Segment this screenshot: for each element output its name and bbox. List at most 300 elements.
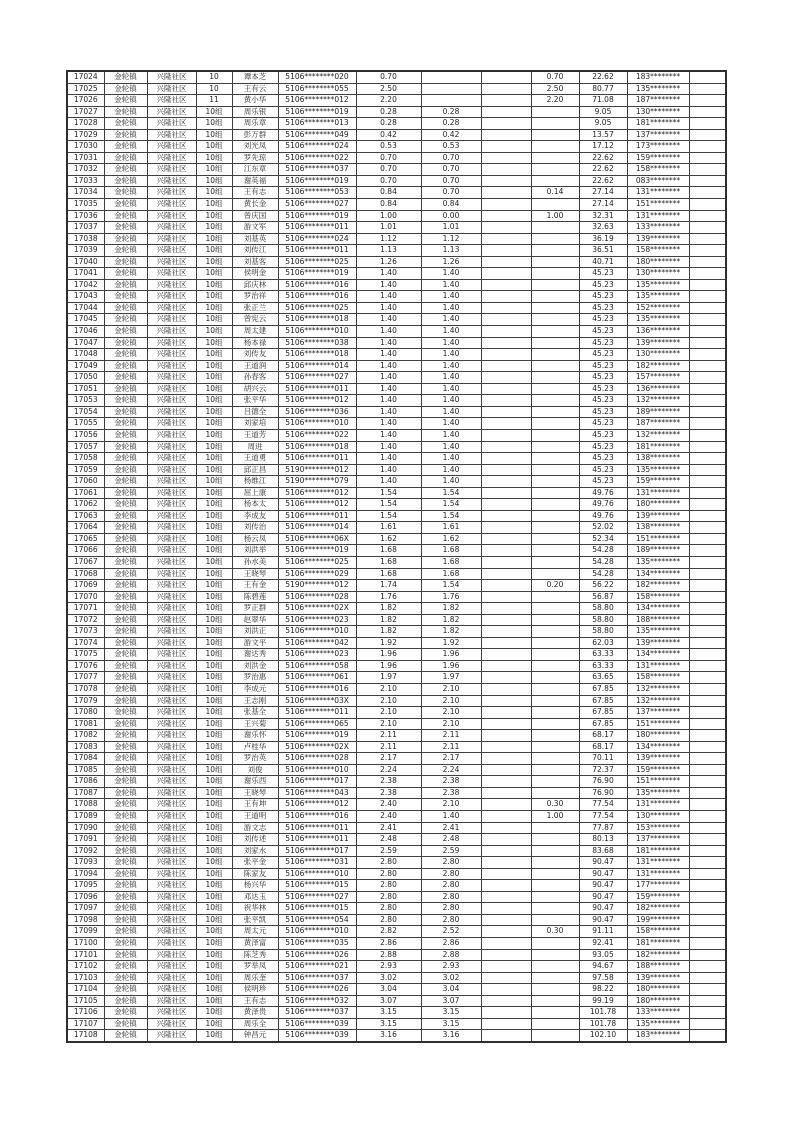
- serial-number-cell: 17108: [67, 1030, 104, 1042]
- area-other-cell: [531, 938, 579, 950]
- community-cell: 兴隆社区: [147, 418, 196, 430]
- area-total-cell: 1.40: [356, 302, 421, 314]
- serial-number-cell: 17038: [67, 233, 104, 245]
- community-cell: 兴隆社区: [147, 372, 196, 384]
- community-cell: 兴隆社区: [147, 175, 196, 187]
- group-cell: 10组: [196, 649, 232, 661]
- phone-number-cell: 180********: [627, 995, 689, 1007]
- id-number-cell: 5190********079: [278, 476, 356, 488]
- area-total-cell: 1.74: [356, 580, 421, 592]
- group-cell: 10组: [196, 106, 232, 118]
- serial-number-cell: 17065: [67, 533, 104, 545]
- remark-column-cell: [689, 245, 726, 257]
- remark-column-cell: [689, 972, 726, 984]
- phone-number-cell: 131********: [627, 187, 689, 199]
- table-row: [67, 914, 726, 926]
- amount-cell: 17.12: [579, 141, 627, 153]
- area-confirmed-cell: 1.40: [421, 372, 481, 384]
- blank-column-cell: [481, 949, 531, 961]
- area-total-cell: 3.04: [356, 984, 421, 996]
- phone-number-cell: 157********: [627, 372, 689, 384]
- blank-column-cell: [481, 995, 531, 1007]
- person-name-cell: 刘洪举: [232, 545, 278, 557]
- remark-column-cell: [689, 406, 726, 418]
- blank-column-cell: [481, 141, 531, 153]
- community-cell: 兴隆社区: [147, 845, 196, 857]
- phone-number-cell: 135********: [627, 556, 689, 568]
- serial-number-cell: 17070: [67, 591, 104, 603]
- amount-cell: 27.14: [579, 187, 627, 199]
- area-total-cell: 0.84: [356, 187, 421, 199]
- person-name-cell: 陈碧莲: [232, 591, 278, 603]
- area-confirmed-cell: 1.68: [421, 556, 481, 568]
- community-cell: 兴隆社区: [147, 568, 196, 580]
- blank-column-cell: [481, 603, 531, 615]
- area-confirmed-cell: 1.68: [421, 568, 481, 580]
- area-confirmed-cell: 2.10: [421, 799, 481, 811]
- community-cell: 兴隆社区: [147, 938, 196, 950]
- phone-number-cell: 173********: [627, 141, 689, 153]
- area-total-cell: 1.12: [356, 233, 421, 245]
- phone-number-cell: 138********: [627, 522, 689, 534]
- serial-number-cell: 17024: [67, 71, 104, 83]
- area-other-cell: 0.14: [531, 187, 579, 199]
- id-number-cell: 5106********019: [278, 545, 356, 557]
- blank-column-cell: [481, 580, 531, 592]
- community-cell: 兴隆社区: [147, 984, 196, 996]
- community-cell: 兴隆社区: [147, 429, 196, 441]
- amount-cell: 77.87: [579, 822, 627, 834]
- area-other-cell: [531, 961, 579, 973]
- id-number-cell: 5106********023: [278, 614, 356, 626]
- id-number-cell: 5106********010: [278, 418, 356, 430]
- amount-cell: 56.87: [579, 591, 627, 603]
- table-row: [67, 1018, 726, 1030]
- amount-cell: 36.19: [579, 233, 627, 245]
- town-cell: 金轮镇: [104, 337, 147, 349]
- area-total-cell: 2.80: [356, 868, 421, 880]
- group-cell: 10组: [196, 533, 232, 545]
- id-number-cell: 5106********043: [278, 787, 356, 799]
- community-cell: 兴隆社区: [147, 395, 196, 407]
- amount-cell: 90.47: [579, 868, 627, 880]
- remark-column-cell: [689, 926, 726, 938]
- town-cell: 金轮镇: [104, 372, 147, 384]
- table-row: [67, 487, 726, 499]
- community-cell: 兴隆社区: [147, 591, 196, 603]
- table-row: [67, 626, 726, 638]
- community-cell: 兴隆社区: [147, 199, 196, 211]
- area-confirmed-cell: 3.07: [421, 995, 481, 1007]
- area-total-cell: 0.53: [356, 141, 421, 153]
- amount-cell: 22.62: [579, 175, 627, 187]
- table-row: [67, 972, 726, 984]
- community-cell: 兴隆社区: [147, 903, 196, 915]
- area-total-cell: 1.40: [356, 464, 421, 476]
- table-row: [67, 695, 726, 707]
- area-other-cell: [531, 834, 579, 846]
- community-cell: 兴隆社区: [147, 961, 196, 973]
- amount-cell: 102.10: [579, 1030, 627, 1042]
- id-number-cell: 5106********018: [278, 441, 356, 453]
- person-name-cell: 卢桂华: [232, 741, 278, 753]
- town-cell: 金轮镇: [104, 776, 147, 788]
- area-total-cell: 1.54: [356, 510, 421, 522]
- town-cell: 金轮镇: [104, 406, 147, 418]
- amount-cell: 93.05: [579, 949, 627, 961]
- remark-column-cell: [689, 787, 726, 799]
- area-total-cell: 3.07: [356, 995, 421, 1007]
- area-other-cell: [531, 141, 579, 153]
- person-name-cell: 周乐银: [232, 106, 278, 118]
- remark-column-cell: [689, 291, 726, 303]
- group-cell: 10组: [196, 418, 232, 430]
- blank-column-cell: [481, 730, 531, 742]
- serial-number-cell: 17101: [67, 949, 104, 961]
- table-row: [67, 164, 726, 176]
- amount-cell: 101.78: [579, 1018, 627, 1030]
- blank-column-cell: [481, 510, 531, 522]
- amount-cell: 54.28: [579, 568, 627, 580]
- remark-column-cell: [689, 522, 726, 534]
- blank-column-cell: [481, 337, 531, 349]
- blank-column-cell: [481, 326, 531, 338]
- remark-column-cell: [689, 141, 726, 153]
- area-confirmed-cell: 1.40: [421, 302, 481, 314]
- area-other-cell: [531, 914, 579, 926]
- person-name-cell: 张平凯: [232, 914, 278, 926]
- area-confirmed-cell: 2.38: [421, 787, 481, 799]
- phone-number-cell: 188********: [627, 961, 689, 973]
- blank-column-cell: [481, 464, 531, 476]
- id-number-cell: 5106********010: [278, 326, 356, 338]
- area-confirmed-cell: 2.86: [421, 938, 481, 950]
- table-row: [67, 903, 726, 915]
- town-cell: 金轮镇: [104, 395, 147, 407]
- serial-number-cell: 17054: [67, 406, 104, 418]
- id-number-cell: 5106********06X: [278, 533, 356, 545]
- area-confirmed-cell: 2.10: [421, 683, 481, 695]
- blank-column-cell: [481, 175, 531, 187]
- remark-column-cell: [689, 891, 726, 903]
- person-name-cell: 黄泽富: [232, 938, 278, 950]
- phone-number-cell: 133********: [627, 222, 689, 234]
- id-number-cell: 5106********010: [278, 626, 356, 638]
- person-name-cell: 刘俊: [232, 764, 278, 776]
- phone-number-cell: 189********: [627, 545, 689, 557]
- area-total-cell: 0.70: [356, 152, 421, 164]
- area-total-cell: 1.40: [356, 406, 421, 418]
- area-total-cell: 2.38: [356, 787, 421, 799]
- serial-number-cell: 17088: [67, 799, 104, 811]
- area-confirmed-cell: 1.26: [421, 256, 481, 268]
- area-other-cell: [531, 1018, 579, 1030]
- area-other-cell: [531, 695, 579, 707]
- blank-column-cell: [481, 811, 531, 823]
- area-other-cell: [531, 949, 579, 961]
- blank-column-cell: [481, 395, 531, 407]
- amount-cell: 45.23: [579, 464, 627, 476]
- group-cell: 10组: [196, 741, 232, 753]
- group-cell: 10组: [196, 672, 232, 684]
- town-cell: 金轮镇: [104, 314, 147, 326]
- group-cell: 10组: [196, 487, 232, 499]
- town-cell: 金轮镇: [104, 568, 147, 580]
- id-number-cell: 5106********021: [278, 961, 356, 973]
- blank-column-cell: [481, 129, 531, 141]
- town-cell: 金轮镇: [104, 614, 147, 626]
- blank-column-cell: [481, 903, 531, 915]
- community-cell: 兴隆社区: [147, 868, 196, 880]
- area-confirmed-cell: 1.40: [421, 453, 481, 465]
- blank-column-cell: [481, 787, 531, 799]
- phone-number-cell: 135********: [627, 464, 689, 476]
- group-cell: 10组: [196, 556, 232, 568]
- person-name-cell: 黄小华: [232, 95, 278, 107]
- community-cell: 兴隆社区: [147, 245, 196, 257]
- blank-column-cell: [481, 822, 531, 834]
- id-number-cell: 5106********02X: [278, 741, 356, 753]
- person-name-cell: 李成元: [232, 683, 278, 695]
- amount-cell: 45.23: [579, 349, 627, 361]
- community-cell: 兴隆社区: [147, 834, 196, 846]
- community-cell: 兴隆社区: [147, 580, 196, 592]
- person-name-cell: 黄泽贵: [232, 1007, 278, 1019]
- amount-cell: 36.51: [579, 245, 627, 257]
- community-cell: 兴隆社区: [147, 603, 196, 615]
- blank-column-cell: [481, 926, 531, 938]
- serial-number-cell: 17078: [67, 683, 104, 695]
- group-cell: 10组: [196, 337, 232, 349]
- community-cell: 兴隆社区: [147, 383, 196, 395]
- phone-number-cell: 139********: [627, 753, 689, 765]
- town-cell: 金轮镇: [104, 441, 147, 453]
- area-confirmed-cell: 1.97: [421, 672, 481, 684]
- serial-number-cell: 17086: [67, 776, 104, 788]
- area-confirmed-cell: 1.01: [421, 222, 481, 234]
- community-cell: 兴隆社区: [147, 349, 196, 361]
- table-row: [67, 660, 726, 672]
- amount-cell: 63.33: [579, 649, 627, 661]
- id-number-cell: 5106********018: [278, 349, 356, 361]
- remark-column-cell: [689, 314, 726, 326]
- remark-column-cell: [689, 187, 726, 199]
- community-cell: 兴隆社区: [147, 730, 196, 742]
- table-row: [67, 476, 726, 488]
- group-cell: 10组: [196, 510, 232, 522]
- person-name-cell: 刘家水: [232, 845, 278, 857]
- table-row: [67, 83, 726, 95]
- area-confirmed-cell: 1.40: [421, 406, 481, 418]
- id-number-cell: 5106********026: [278, 984, 356, 996]
- area-total-cell: 1.40: [356, 291, 421, 303]
- phone-number-cell: 189********: [627, 406, 689, 418]
- id-number-cell: 5106********016: [278, 279, 356, 291]
- town-cell: 金轮镇: [104, 891, 147, 903]
- id-number-cell: 5106********017: [278, 845, 356, 857]
- remark-column-cell: [689, 753, 726, 765]
- blank-column-cell: [481, 222, 531, 234]
- amount-cell: 45.23: [579, 383, 627, 395]
- blank-column-cell: [481, 591, 531, 603]
- blank-column-cell: [481, 383, 531, 395]
- group-cell: 10组: [196, 914, 232, 926]
- area-total-cell: 0.42: [356, 129, 421, 141]
- remark-column-cell: [689, 568, 726, 580]
- area-total-cell: 1.54: [356, 499, 421, 511]
- serial-number-cell: 17059: [67, 464, 104, 476]
- person-name-cell: 孙春客: [232, 372, 278, 384]
- table-row: [67, 949, 726, 961]
- id-number-cell: 5106********011: [278, 510, 356, 522]
- amount-cell: 63.33: [579, 660, 627, 672]
- remark-column-cell: [689, 233, 726, 245]
- area-total-cell: 2.80: [356, 880, 421, 892]
- community-cell: 兴隆社区: [147, 314, 196, 326]
- group-cell: 10组: [196, 314, 232, 326]
- town-cell: 金轮镇: [104, 753, 147, 765]
- area-confirmed-cell: 0.70: [421, 175, 481, 187]
- serial-number-cell: 17103: [67, 972, 104, 984]
- id-number-cell: 5106********020: [278, 71, 356, 83]
- id-number-cell: 5106********037: [278, 972, 356, 984]
- blank-column-cell: [481, 776, 531, 788]
- area-confirmed-cell: 1.82: [421, 603, 481, 615]
- phone-number-cell: 134********: [627, 568, 689, 580]
- serial-number-cell: 17105: [67, 995, 104, 1007]
- serial-number-cell: 17098: [67, 914, 104, 926]
- group-cell: 10组: [196, 441, 232, 453]
- phone-number-cell: 180********: [627, 984, 689, 996]
- person-name-cell: 李成友: [232, 510, 278, 522]
- town-cell: 金轮镇: [104, 984, 147, 996]
- table-row: [67, 787, 726, 799]
- area-total-cell: 2.80: [356, 891, 421, 903]
- amount-cell: 68.17: [579, 741, 627, 753]
- amount-cell: 54.28: [579, 556, 627, 568]
- area-other-cell: [531, 441, 579, 453]
- table-row: [67, 811, 726, 823]
- id-number-cell: 5106********028: [278, 753, 356, 765]
- group-cell: 10组: [196, 845, 232, 857]
- id-number-cell: 5106********055: [278, 83, 356, 95]
- area-confirmed-cell: 0.42: [421, 129, 481, 141]
- amount-cell: 49.76: [579, 487, 627, 499]
- remark-column-cell: [689, 118, 726, 130]
- area-other-cell: [531, 568, 579, 580]
- id-number-cell: 5106********013: [278, 118, 356, 130]
- group-cell: 10组: [196, 199, 232, 211]
- area-total-cell: 1.92: [356, 637, 421, 649]
- amount-cell: 94.67: [579, 961, 627, 973]
- area-other-cell: [531, 418, 579, 430]
- remark-column-cell: [689, 71, 726, 83]
- group-cell: 10组: [196, 614, 232, 626]
- amount-cell: 80.77: [579, 83, 627, 95]
- remark-column-cell: [689, 672, 726, 684]
- serial-number-cell: 17072: [67, 614, 104, 626]
- person-name-cell: 曾庆国: [232, 210, 278, 222]
- area-other-cell: [531, 1007, 579, 1019]
- town-cell: 金轮镇: [104, 822, 147, 834]
- phone-number-cell: 132********: [627, 395, 689, 407]
- area-confirmed-cell: 2.80: [421, 880, 481, 892]
- community-cell: 兴隆社区: [147, 1018, 196, 1030]
- serial-number-cell: 17040: [67, 256, 104, 268]
- blank-column-cell: [481, 753, 531, 765]
- group-cell: 10组: [196, 118, 232, 130]
- town-cell: 金轮镇: [104, 683, 147, 695]
- community-cell: 兴隆社区: [147, 464, 196, 476]
- group-cell: 10组: [196, 499, 232, 511]
- phone-number-cell: 158********: [627, 591, 689, 603]
- amount-cell: 49.76: [579, 499, 627, 511]
- area-total-cell: 0.70: [356, 164, 421, 176]
- town-cell: 金轮镇: [104, 672, 147, 684]
- serial-number-cell: 17041: [67, 268, 104, 280]
- phone-number-cell: 134********: [627, 603, 689, 615]
- serial-number-cell: 17025: [67, 83, 104, 95]
- group-cell: 10组: [196, 152, 232, 164]
- person-name-cell: 游文平: [232, 637, 278, 649]
- serial-number-cell: 17028: [67, 118, 104, 130]
- area-total-cell: 1.82: [356, 626, 421, 638]
- phone-number-cell: 131********: [627, 210, 689, 222]
- table-row: [67, 429, 726, 441]
- table-row: [67, 337, 726, 349]
- remark-column-cell: [689, 268, 726, 280]
- area-confirmed-cell: 1.40: [421, 418, 481, 430]
- area-total-cell: 1.97: [356, 672, 421, 684]
- id-number-cell: 5106********03X: [278, 695, 356, 707]
- community-cell: 兴隆社区: [147, 406, 196, 418]
- phone-number-cell: 153********: [627, 822, 689, 834]
- remark-column-cell: [689, 175, 726, 187]
- table-row: [67, 406, 726, 418]
- id-number-cell: 5106********031: [278, 857, 356, 869]
- community-cell: 兴隆社区: [147, 510, 196, 522]
- town-cell: 金轮镇: [104, 118, 147, 130]
- amount-cell: 13.57: [579, 129, 627, 141]
- person-name-cell: 谢英福: [232, 175, 278, 187]
- town-cell: 金轮镇: [104, 972, 147, 984]
- town-cell: 金轮镇: [104, 175, 147, 187]
- amount-cell: 22.62: [579, 71, 627, 83]
- area-other-cell: [531, 753, 579, 765]
- area-total-cell: 1.40: [356, 441, 421, 453]
- amount-cell: 90.47: [579, 880, 627, 892]
- area-total-cell: 1.40: [356, 476, 421, 488]
- blank-column-cell: [481, 71, 531, 83]
- serial-number-cell: 17060: [67, 476, 104, 488]
- town-cell: 金轮镇: [104, 637, 147, 649]
- group-cell: 10组: [196, 279, 232, 291]
- remark-column-cell: [689, 383, 726, 395]
- blank-column-cell: [481, 95, 531, 107]
- area-confirmed-cell: 1.40: [421, 279, 481, 291]
- area-confirmed-cell: 1.96: [421, 660, 481, 672]
- town-cell: 金轮镇: [104, 926, 147, 938]
- table-row: [67, 418, 726, 430]
- area-other-cell: [531, 891, 579, 903]
- person-name-cell: 刘传江: [232, 245, 278, 257]
- serial-number-cell: 17063: [67, 510, 104, 522]
- group-cell: 10组: [196, 799, 232, 811]
- town-cell: 金轮镇: [104, 718, 147, 730]
- town-cell: 金轮镇: [104, 233, 147, 245]
- community-cell: 兴隆社区: [147, 533, 196, 545]
- person-name-cell: 谢乐怀: [232, 730, 278, 742]
